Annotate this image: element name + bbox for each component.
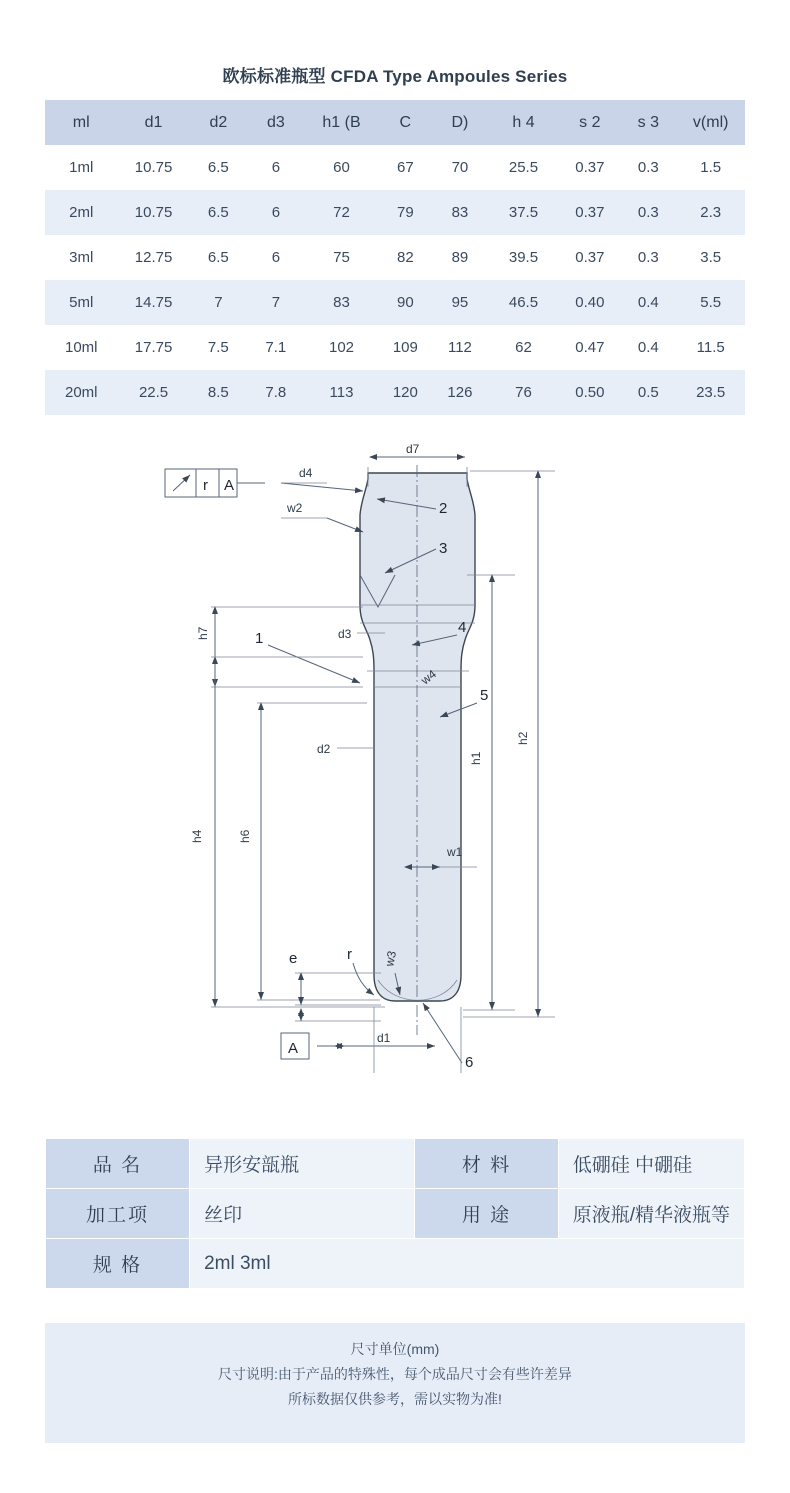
cell-v: 1.5 (700, 159, 722, 176)
cell-h1: 113 (329, 384, 354, 401)
column-header-ml: ml (45, 100, 118, 145)
info-key-material: 材 料 (415, 1139, 558, 1189)
cell-s3: 0.4 (637, 339, 659, 356)
cell-h1: 83 (333, 294, 350, 311)
cell-d2: 6.5 (207, 249, 229, 266)
column-header-s2: s 2 (559, 100, 620, 145)
cell-c: 79 (396, 204, 414, 221)
cell-s3: 0.4 (637, 294, 659, 311)
cell-d3: 6 (271, 159, 281, 176)
info-row (46, 1189, 745, 1239)
cell-h4: 76 (515, 384, 532, 401)
callout-3: 3 (439, 540, 448, 557)
table-row (45, 325, 745, 370)
ampoule-technical-drawing (95, 435, 695, 1105)
cell-s2: 0.40 (575, 294, 605, 311)
info-row (46, 1239, 745, 1289)
cell-h4: 37.5 (508, 204, 539, 221)
footer-line-unit: 尺寸单位(mm) (350, 1341, 440, 1357)
callout-1: 1 (255, 630, 264, 647)
cell-h1: 60 (333, 159, 350, 176)
cell-d1: 12.75 (134, 249, 173, 266)
column-header-d2: d2 (190, 100, 248, 145)
cell-ml: 1ml (69, 159, 94, 176)
dim-label-d1: d1 (377, 1031, 391, 1045)
dim-label-h7: h7 (196, 626, 210, 640)
dim-label-h2: h2 (516, 731, 530, 745)
table-row (45, 370, 745, 415)
cell-h1: 102 (329, 339, 355, 356)
dim-label-e: e (289, 950, 298, 967)
cell-d1: 22.5 (138, 384, 169, 401)
callout-5: 5 (480, 687, 489, 704)
footer-line-reference: 所标数据仅供参考，需以实物为准! (288, 1391, 502, 1407)
column-header-h4: h 4 (488, 100, 560, 145)
cell-h1: 75 (333, 249, 350, 266)
cell-h4: 62 (515, 339, 532, 356)
cell-s2: 0.47 (575, 339, 605, 356)
cell-d1: 10.75 (134, 159, 173, 176)
cell-c: 109 (392, 339, 418, 356)
cell-h1: 72 (333, 204, 350, 221)
dim-label-d7: d7 (406, 442, 420, 456)
cell-d1: 14.75 (134, 294, 173, 311)
table-row (45, 235, 745, 280)
cell-d2: 6.5 (207, 159, 229, 176)
cell-v: 23.5 (696, 384, 726, 401)
dim-label-h6: h6 (238, 829, 252, 843)
callout-2: 2 (439, 500, 448, 517)
column-header-v: v(ml) (676, 100, 745, 145)
cell-d1: 10.75 (134, 204, 173, 221)
cell-ml: 10ml (64, 339, 98, 356)
cell-d3: 7.1 (265, 339, 287, 356)
info-row (46, 1139, 745, 1189)
info-key-usage: 用 途 (415, 1189, 558, 1239)
info-value-usage: 原液瓶/精华液瓶等 (558, 1189, 744, 1239)
column-header-d3: d3 (247, 100, 305, 145)
cell-d3: 7.8 (265, 384, 287, 401)
dim-label-a-box: A (224, 477, 235, 494)
info-value-product-name: 异形安瓿瓶 (190, 1139, 415, 1189)
cell-d3: 6 (271, 204, 281, 221)
info-key-spec: 规 格 (46, 1239, 190, 1289)
dim-label-d3: d3 (338, 627, 352, 641)
cell-s3: 0.3 (637, 159, 659, 176)
cell-s2: 0.37 (575, 249, 605, 266)
cell-s2: 0.37 (575, 204, 605, 221)
column-header-h1: h1 (B (305, 100, 379, 145)
cell-d2: 8.5 (207, 384, 229, 401)
cell-s2: 0.37 (575, 159, 605, 176)
dim-label-a-bottom: A (288, 1040, 299, 1057)
cell-d3: 7 (271, 294, 281, 311)
dim-label-r-small: r (347, 946, 352, 963)
cell-d: 89 (451, 249, 469, 266)
table-header-row (45, 100, 745, 145)
cell-c: 82 (396, 249, 414, 266)
dim-label-w1: w1 (447, 845, 463, 859)
dim-label-r-box: r (203, 477, 208, 494)
dim-label-w2: w2 (287, 501, 303, 515)
cell-ml: 5ml (69, 294, 94, 311)
column-header-s3: s 3 (620, 100, 676, 145)
cell-ml: 20ml (64, 384, 98, 401)
cell-v: 5.5 (700, 294, 722, 311)
cell-d: 70 (451, 159, 469, 176)
dim-label-h1: h1 (469, 751, 483, 765)
footer-note (45, 1323, 745, 1443)
column-header-c: C (378, 100, 432, 145)
column-header-d1: d1 (118, 100, 190, 145)
dim-label-w4: w4 (418, 666, 439, 688)
cell-d2: 7 (214, 294, 223, 311)
info-value-material: 低硼硅 中硼硅 (558, 1139, 744, 1189)
cell-d3: 6 (271, 249, 281, 266)
cell-d2: 7.5 (207, 339, 229, 356)
table-row (45, 145, 745, 190)
dim-label-h4: h4 (190, 829, 204, 843)
dim-label-w3: w3 (382, 949, 400, 968)
callout-6: 6 (465, 1054, 474, 1071)
footer-line-disclaimer: 尺寸说明:由于产品的特殊性，每个成品尺寸会有些许差异 (218, 1366, 572, 1382)
cell-ml: 2ml (69, 204, 94, 221)
table-row (45, 280, 745, 325)
cell-d: 126 (447, 384, 473, 401)
cell-c: 120 (392, 384, 418, 401)
info-value-process: 丝印 (190, 1189, 415, 1239)
cell-d: 95 (451, 294, 469, 311)
cell-v: 3.5 (700, 249, 722, 266)
spec-table (45, 100, 745, 415)
cell-s3: 0.3 (637, 204, 659, 221)
cell-h4: 25.5 (508, 159, 539, 176)
info-key-product-name: 品 名 (46, 1139, 190, 1189)
dim-label-d4: d4 (299, 466, 313, 480)
cell-h4: 39.5 (508, 249, 539, 266)
cell-d: 83 (451, 204, 469, 221)
cell-h4: 46.5 (508, 294, 539, 311)
table-row (45, 190, 745, 235)
page-title: 欧标标准瓶型 CFDA Type Ampoules Series (222, 67, 568, 86)
cell-v: 11.5 (696, 339, 725, 356)
cell-s3: 0.3 (637, 249, 659, 266)
cell-d1: 17.75 (134, 339, 173, 356)
cell-c: 90 (396, 294, 414, 311)
callout-4: 4 (458, 619, 467, 636)
cell-d: 112 (447, 339, 472, 356)
cell-s2: 0.50 (575, 384, 605, 401)
cell-s3: 0.5 (637, 384, 659, 401)
cell-ml: 3ml (69, 249, 94, 266)
info-value-spec: 2ml 3ml (190, 1239, 745, 1289)
dim-label-d2: d2 (317, 742, 331, 756)
cell-d2: 6.5 (207, 204, 229, 221)
info-key-process: 加工项 (46, 1189, 190, 1239)
column-header-d: D) (432, 100, 487, 145)
product-info-table (45, 1138, 745, 1289)
cell-v: 2.3 (700, 204, 722, 221)
cell-c: 67 (396, 159, 414, 176)
